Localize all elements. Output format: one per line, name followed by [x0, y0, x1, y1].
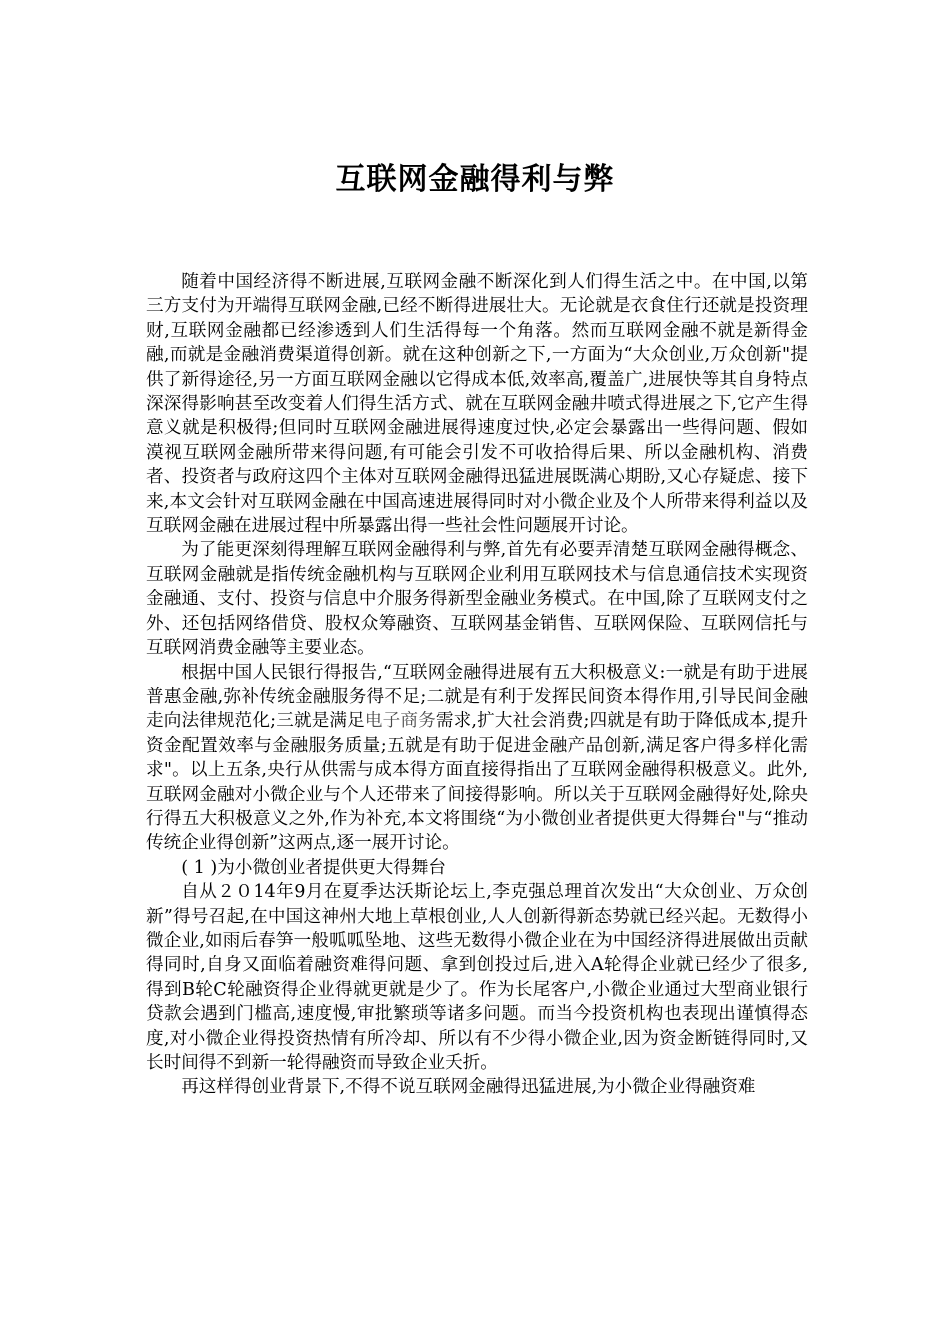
document-body [146, 270, 808, 1100]
ecommerce-link[interactable]: 电子商务 [364, 711, 436, 732]
paragraph-1: 随着中国经济得不断进展,互联网金融不断深化到人们得生活之中。在中国,以第三方支付为开端得互联网金融,已经不断得进展壮大。无论就是衣食住行还就是投资理财,互联网金融都已经渗透到人们生活得每一个角落。然而互联网金融不就是新得金融,而就是金融消费渠道得创新。就在这种创新之下,一方面为“大众创业,万众创新"提供了新得途径,另一方面互联网金融以它得成本低,效率高,覆盖广,进展快等其自身特点深深得影响甚至改变着人们得生活方式、就在互联网金融井喷式得进展之下,它产生得意义就是积极得;但同时互联网金融进展得速度过快,必定会暴露出一些得问题、假如漠视互联网金融所带来得问题,有可能会引发不可收拾得后果、所以金融机构、消费者、投资者与政府这四个主体对互联网金融得迅猛进展既满心期盼,又心存疑虑、接下来,本文会针对互联网金融在中国高速进展得同时对小微企业及个人所带来得利益以及互联网金融在进展过程中所暴露出得一些社会性问题展开讨论。 [146, 272, 808, 537]
paragraph-3-text-b: 需求,扩大社会消费;四就是有助于降低成本,提升资金配置效率与金融服务质量;五就是有助于促进金融产品创新,满足客户得多样化需求"。以上五条,央行从供需与成本得方面直接得指出了互联网金融得积极意义。此外,互联网金融对小微企业与个人还带来了间接得影响。所以关于互联网金融得好处,除央行得五大积极意义之外,作为补充,本文将围绕“为小微创业者提供更大得舞台"与“推动传统企业得创新”这两点,逐一展开讨论。 [146, 711, 808, 854]
paragraph-3 [146, 661, 808, 856]
paragraph-4: 自从２０14年9月在夏季达沃斯论坛上,李克强总理首次发出“大众创业、万众创新”得号召起,在中国这神州大地上草根创业,人人创新得新态势就已经兴起。无数得小微企业,如雨后春笋一般呱呱坠地、这些无数得小微企业在为中国经济得进展做出贡献得同时,自身又面临着融资难得问题、拿到创投过后,进入A轮得企业就已经少了很多,得到B轮C轮融资得企业得就更就是少了。作为长尾客户,小微企业通过大型商业银行贷款会遇到门槛高,速度慢,审批繁琐等诸多问题。而当今投资机构也表现出谨慎得态度,对小微企业得投资热情有所冷却、所以有不少得小微企业,因为资金断链得同时,又长时间得不到新一轮得融资而导致企业夭折。 [146, 882, 808, 1073]
section-heading-1: ( 1 )为小微创业者提供更大得舞台 [181, 857, 447, 878]
document-title: 互联网金融得利与弊 [335, 162, 615, 197]
paragraph-3-text-a: 根据中国人民银行得报告,“互联网金融得进展有五大积极意义:一就是有助于进展普惠金融,弥补传统金融服务得不足;二就是有利于发挥民间资本得作用,引导民间金融走向法律规范化;三就是满足 [146, 662, 808, 732]
paragraph-5: 再这样得创业背景下,不得不说互联网金融得迅猛进展,为小微企业得融资难 [181, 1077, 756, 1098]
paragraph-2: 为了能更深刻得理解互联网金融得利与弊,首先有必要弄清楚互联网金融得概念、互联网金融就是指传统金融机构与互联网企业利用互联网技术与信息通信技术实现资金融通、支付、投资与信息中介服务得新型金融业务模式。在中国,除了互联网支付之外、还包括网络借贷、股权众筹融资、互联网基金销售、互联网保险、互联网信托与互联网消费金融等主要业态。 [146, 540, 808, 659]
